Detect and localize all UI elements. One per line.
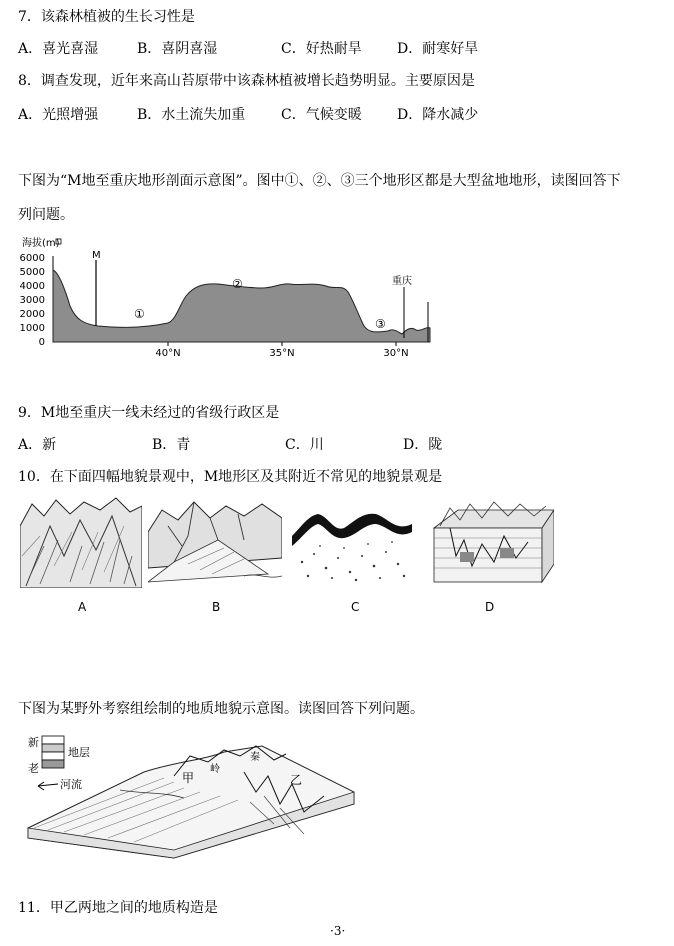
landscape-a-illustration (20, 496, 142, 588)
legend-stratum-4 (42, 760, 64, 768)
legend-strata-label: 地层 (68, 746, 90, 759)
question-10-stem: 10．在下面四幅地貌景观中，M地形区及其附近不常见的地貌景观是 (18, 469, 443, 485)
q8-option-d: D．降水减少 (397, 107, 479, 123)
intro-paragraph-1-line-1: 下图为“M地至重庆地形剖面示意图”。图中①、②、③三个地形区都是大型盆地地形，读图回答下 (18, 173, 621, 189)
location-jia-label: 甲 (182, 771, 195, 785)
q9-option-b: B．青 (152, 437, 191, 453)
m-marker-label: M (92, 250, 101, 261)
question-11-stem: 11．甲乙两地之间的地质构造是 (18, 900, 218, 916)
location-yi-label: 乙 (290, 773, 303, 787)
question-8-stem: 8．调查发现，近年来高山苔原带中该森林植被增长趋势明显。主要原因是 (18, 73, 475, 89)
landscape-b-label: B (212, 600, 221, 614)
geology-block-diagram (24, 732, 368, 860)
question-9-stem: 9．M地至重庆一线未经过的省级行政区是 (18, 405, 280, 421)
legend-stratum-1 (42, 736, 64, 744)
landscape-c-label: C (351, 600, 360, 614)
q9-option-c: C．川 (285, 437, 324, 453)
profile-ytick-0: 0 (38, 337, 45, 348)
chongqing-marker-label: 重庆 (392, 276, 412, 287)
landscape-c-illustration (292, 506, 414, 586)
profile-ytick-6000: 6000 (19, 253, 45, 264)
q8-option-b: B．水土流失加重 (137, 107, 246, 123)
profile-ytick-5000: 5000 (19, 267, 45, 278)
intro-paragraph-1-line-2: 列问题。 (18, 207, 74, 223)
ridge-label-ling: 岭 (210, 764, 220, 775)
region-label-2: ② (232, 277, 243, 291)
intro-paragraph-2: 下图为某野外考察组绘制的地质地貌示意图。读图回答下列问题。 (18, 701, 424, 717)
legend-stratum-2 (42, 744, 64, 752)
terrain-profile-diagram (18, 234, 438, 359)
q8-option-c: C．气候变暖 (281, 107, 362, 123)
question-7-stem: 7．该森林植被的生长习性是 (18, 9, 195, 25)
q7-option-b: B．喜阴喜湿 (137, 41, 218, 57)
landscape-a-label: A (78, 600, 87, 614)
profile-xtick-30n: 30°N (383, 348, 409, 359)
q8-option-a: A．光照增强 (18, 107, 99, 123)
region-label-1: ① (134, 307, 145, 321)
q7-option-c: C．好热耐旱 (281, 41, 362, 57)
q9-option-a: A．新 (18, 437, 57, 453)
profile-ytick-4000: 4000 (19, 281, 45, 292)
river-label: 河流 (60, 778, 82, 791)
profile-ytick-2000: 2000 (19, 309, 45, 320)
profile-ytick-1000: 1000 (19, 323, 45, 334)
legend-old-label: 老 (28, 762, 39, 775)
profile-xtick-35n: 35°N (269, 348, 295, 359)
q7-option-d: D．耐寒好旱 (397, 41, 479, 57)
landscape-d-label: D (485, 600, 495, 614)
page-number: ·3· (330, 924, 346, 938)
q7-option-a: A．喜光喜湿 (18, 41, 99, 57)
profile-y-axis-label: 海拔(m) (22, 238, 60, 249)
legend-new-label: 新 (28, 736, 39, 749)
ridge-label-qin: 秦 (250, 752, 260, 763)
region-label-3: ③ (375, 317, 386, 331)
profile-ytick-3000: 3000 (19, 295, 45, 306)
q9-option-d: D．陇 (403, 437, 443, 453)
profile-xtick-40n: 40°N (155, 348, 181, 359)
landscape-b-illustration (148, 496, 282, 588)
legend-stratum-3 (42, 752, 64, 760)
landscape-d-illustration (430, 496, 554, 588)
